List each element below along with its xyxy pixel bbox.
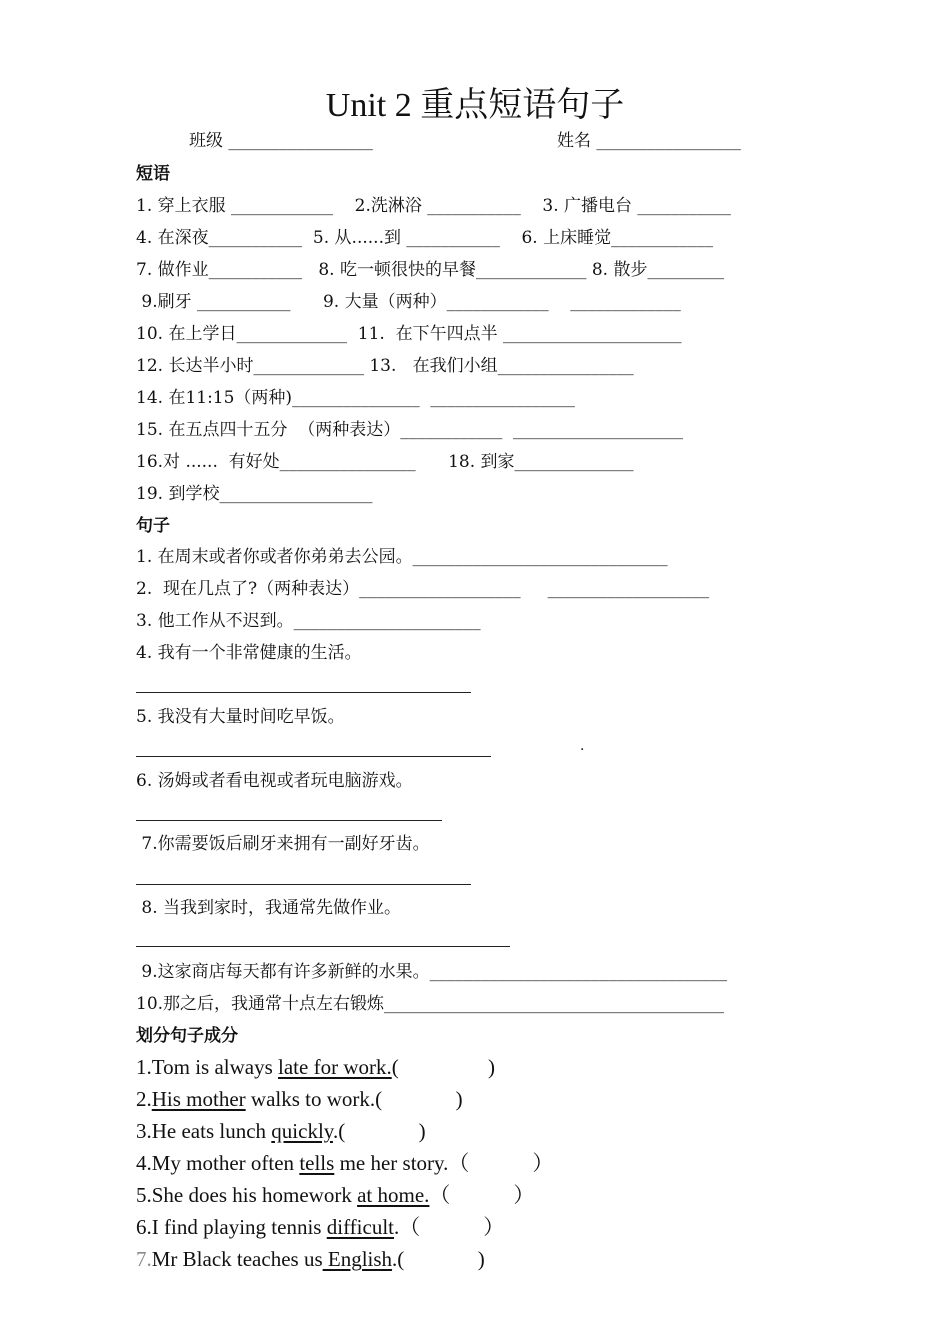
sentence-line: 9.这家商店每天都有许多新鲜的水果。___________________________________ xyxy=(136,962,728,982)
answer-line xyxy=(136,692,471,693)
stray-dot: . xyxy=(580,738,585,754)
sentence-line: 6. 汤姆或者看电视或者玩电脑游戏。 xyxy=(136,771,413,791)
phrase-line: 9.刷牙 ___________ 9. 大量（两种）____________ _____________ xyxy=(136,292,681,312)
phrase-line: 12. 长达半小时_____________ 13. 在我们小组________________ xyxy=(136,356,634,376)
sentence-line: 1. 在周末或者你或者你弟弟去公园。______________________________ xyxy=(136,547,668,567)
answer-line xyxy=(136,756,491,757)
phrase-line: 14. 在11:15（两种)_______________ _________________ xyxy=(136,388,575,408)
analysis-item: 3.He eats lunch quickly.( ) xyxy=(136,1119,426,1143)
sentence-line: 10.那之后，我通常十点左右锻炼________________________________________ xyxy=(136,994,725,1014)
sentence-line: 3. 他工作从不迟到。______________________ xyxy=(136,611,481,631)
page-title: Unit 2 重点短语句子 xyxy=(325,87,625,124)
analysis-item: 4.My mother often tells me her story.（ ） xyxy=(136,1151,554,1175)
sentence-line: 4. 我有一个非常健康的生活。 xyxy=(136,643,362,663)
answer-line xyxy=(136,820,442,821)
phrase-line: 1. 穿上衣服 ____________ 2.洗淋浴 ___________ 3. 广播电台 ___________ xyxy=(136,196,731,216)
phrase-line: 7. 做作业___________ 8. 吃一顿很快的早餐_____________ 8. 散步_________ xyxy=(136,260,724,280)
sentence-line: 5. 我没有大量时间吃早饭。 xyxy=(136,707,345,727)
sentence-line: 8. 当我到家时，我通常先做作业。 xyxy=(136,898,402,918)
analysis-item: 1.Tom is always late for work.( ) xyxy=(136,1055,495,1079)
answer-line xyxy=(136,946,510,947)
name-field: 姓名 _________________ xyxy=(557,131,741,151)
phrase-line: 10. 在上学日_____________ 11. 在下午四点半 _____________________ xyxy=(136,324,682,344)
analysis-item: 7.Mr Black teaches us English.( ) xyxy=(136,1247,485,1271)
analysis-item: 5.She does his homework at home.（ ） xyxy=(136,1183,535,1207)
class-field: 班级 _________________ xyxy=(189,131,373,151)
sentence-line: 2. 现在几点了?（两种表达）___________________ ___________________ xyxy=(136,579,710,599)
phrase-line: 15. 在五点四十五分 （两种表达）____________ ____________________ xyxy=(136,420,684,440)
sentences-heading: 句子 xyxy=(136,516,170,536)
phrase-line: 16.对 ...... 有好处________________ 18. 到家______________ xyxy=(136,452,634,472)
sentence-line: 7.你需要饭后刷牙来拥有一副好牙齿。 xyxy=(136,834,430,854)
answer-line xyxy=(136,884,471,885)
analysis-item: 2.His mother walks to work.( ) xyxy=(136,1087,463,1111)
phrase-line: 19. 到学校__________________ xyxy=(136,484,373,504)
phrases-heading: 短语 xyxy=(136,164,170,184)
analysis-heading: 划分句子成分 xyxy=(136,1026,238,1046)
analysis-item: 6.I find playing tennis difficult.（ ） xyxy=(136,1215,505,1239)
phrase-line: 4. 在深夜___________ 5. 从......到 ___________ 6. 上床睡觉____________ xyxy=(136,228,714,248)
